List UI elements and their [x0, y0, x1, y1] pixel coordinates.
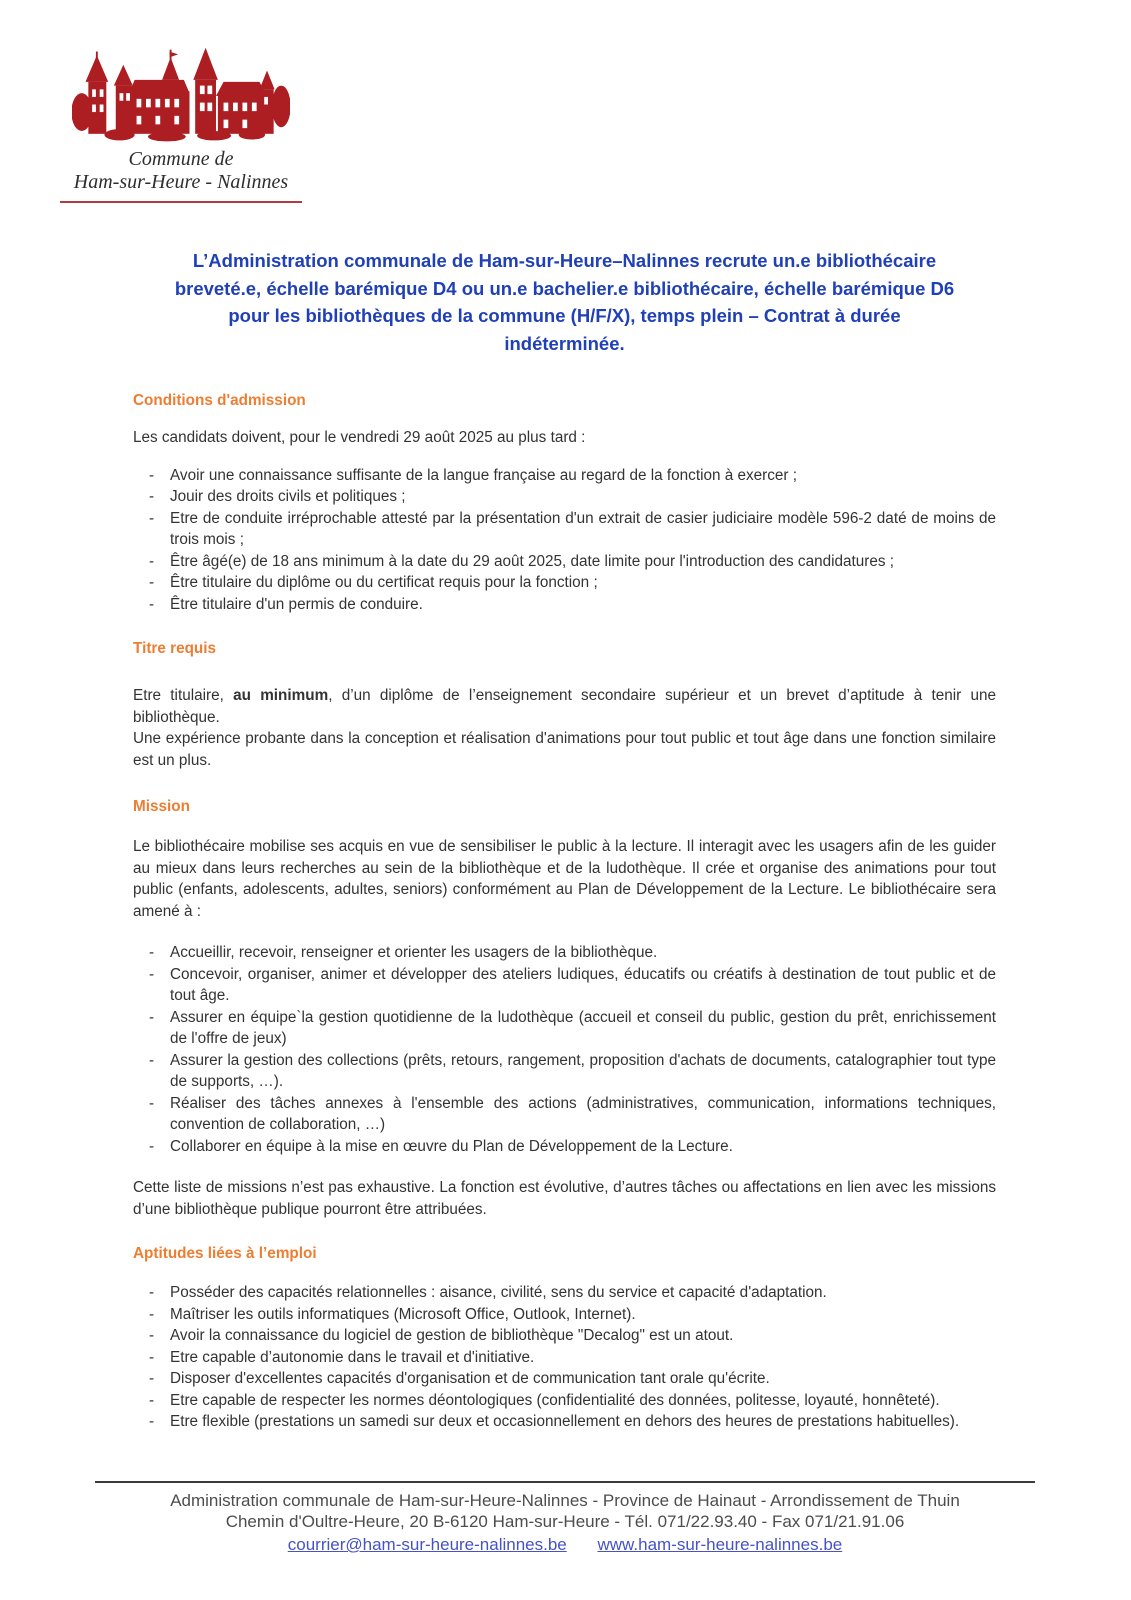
aptitudes-list: [133, 1282, 996, 1433]
footer-address-line2: Chemin d'Oultre-Heure, 20 B-6120 Ham-sur-Heure - Tél. 071/22.93.40 - Fax 071/21.91.06: [225, 1511, 905, 1531]
mission-outro: Cette liste de missions n’est pas exhaustive. La fonction est évolutive, d’autres tâches ou affectations en lien avec les missions d’une bibliothèque publique pourront être attribuées.: [133, 1179, 996, 1218]
list-item: - Assurer en équipe`la gestion quotidienne de la ludothèque (accueil et conseil du public, gestion du prêt, enrichissement de l'offre de jeux): [133, 1007, 996, 1050]
conditions-list: [133, 465, 996, 616]
list-item: - Disposer d'excellentes capacités d'organisation et de communication tant orale qu'écrite.: [133, 1368, 996, 1390]
footer-email-link[interactable]: courrier@ham-sur-heure-nalinnes.be: [287, 1535, 567, 1554]
list-item: - Concevoir, organiser, animer et développer des ateliers ludiques, éducatifs ou créatifs à destination de tout public et de tout âge.: [133, 964, 996, 1007]
list-item: - Etre de conduite irréprochable attesté par la présentation d'un extrait de casier judiciaire modèle 596-2 daté de moins de trois mois ;: [133, 508, 996, 551]
list-item: - Être titulaire du diplôme ou du certificat requis pour la fonction ;: [133, 572, 996, 594]
list-item: - Collaborer en équipe à la mise en œuvre du Plan de Développement de la Lecture.: [133, 1136, 996, 1158]
section-heading-mission: Mission: [133, 798, 190, 815]
mission-list: [133, 942, 996, 1157]
list-item: - Etre capable d’autonomie dans le travail et d'initiative.: [133, 1347, 996, 1369]
page-title-line: pour les bibliothèques de la commune (H/F/X), temps plein – Contrat à durée: [228, 305, 901, 326]
titre-requis-paragraph: [133, 685, 996, 728]
list-item: - Être âgé(e) de 18 ans minimum à la date du 29 août 2025, date limite pour l'introduction des candidatures ;: [133, 551, 996, 573]
section-heading-titre-requis: Titre requis: [133, 640, 217, 657]
page-title: [133, 0, 996, 357]
footer-links: [95, 1535, 1035, 1556]
mission-intro: Le bibliothécaire mobilise ses acquis en vue de sensibiliser le public à la lecture. Il interagit avec les usagers afin de les guider au mieux dans leurs recherches au sein de la bibliothèque et de la ludothèque. Il crée et organise des animations pour tout public (enfants, adolescents, adultes, seniors) conformément au Plan de Développement de la Lecture. Le bibliothécaire sera amené à :: [133, 838, 996, 920]
list-item: - Avoir la connaissance du logiciel de gestion de bibliothèque "Decalog" est un atout.: [133, 1325, 996, 1347]
list-item: - Etre capable de respecter les normes déontologiques (confidentialité des données, politesse, loyauté, honnêteté).: [133, 1390, 996, 1412]
list-item: - Avoir une connaissance suffisante de la langue française au regard de la fonction à exercer ;: [133, 465, 996, 487]
list-item: - Jouir des droits civils et politiques ;: [133, 486, 996, 508]
page-footer: [95, 1481, 1035, 1556]
list-item: - Etre flexible (prestations un samedi sur deux et occasionnellement en dehors des heures de prestations habituelles).: [133, 1411, 996, 1433]
section-heading-aptitudes: Aptitudes liées à l’emploi: [133, 1245, 317, 1262]
titre-requis-text-suffix: , d’un diplôme de l’enseignement secondaire supérieur et un brevet d’aptitude à tenir une bibliothèque.: [133, 687, 997, 726]
page-title-line: breveté.e, échelle barémique D4 ou un.e bachelier.e bibliothécaire, échelle barémique D6: [174, 277, 955, 299]
page-title-line: L’Administration communale de Ham-sur-Heure–Nalinnes recrute un.e bibliothécaire: [192, 250, 937, 271]
logo-org-name-line2: Ham-sur-Heure - Nalinnes: [73, 171, 289, 193]
titre-requis-text-prefix: Etre titulaire,: [133, 687, 234, 704]
conditions-intro: Les candidats doivent, pour le vendredi 29 août 2025 au plus tard :: [133, 429, 586, 446]
list-item: - Maîtriser les outils informatiques (Microsoft Office, Outlook, Internet).: [133, 1304, 996, 1326]
footer-address-line1: Administration communale de Ham-sur-Heure-Nalinnes - Province de Hainaut - Arrondissement de Thuin: [170, 1491, 960, 1510]
section-heading-conditions: Conditions d'admission: [133, 392, 306, 409]
titre-requis-text-bold: au minimum: [233, 687, 329, 704]
page-title-line: indéterminée.: [504, 332, 625, 354]
titre-requis-paragraph2: Une expérience probante dans la conception et réalisation d'animations pour tout public et tout âge dans une fonction similaire est un plus.: [133, 730, 996, 769]
logo-org-name-line1: Commune de: [128, 148, 234, 170]
list-item: - Posséder des capacités relationnelles : aisance, civilité, sens du service et capacité d'adaptation.: [133, 1282, 996, 1304]
list-item: - Être titulaire d'un permis de conduire.: [133, 594, 996, 616]
list-item: - Accueillir, recevoir, renseigner et orienter les usagers de la bibliothèque.: [133, 942, 996, 964]
list-item: - Réaliser des tâches annexes à l'ensemble des actions (administratives, communication, informations techniques, convention de collaboration, …): [133, 1093, 996, 1136]
list-item: - Assurer la gestion des collections (prêts, retours, rangement, proposition d'achats de documents, catalographier tout type de supports, …).: [133, 1050, 996, 1093]
footer-website-link[interactable]: www.ham-sur-heure-nalinnes.be: [597, 1535, 843, 1554]
